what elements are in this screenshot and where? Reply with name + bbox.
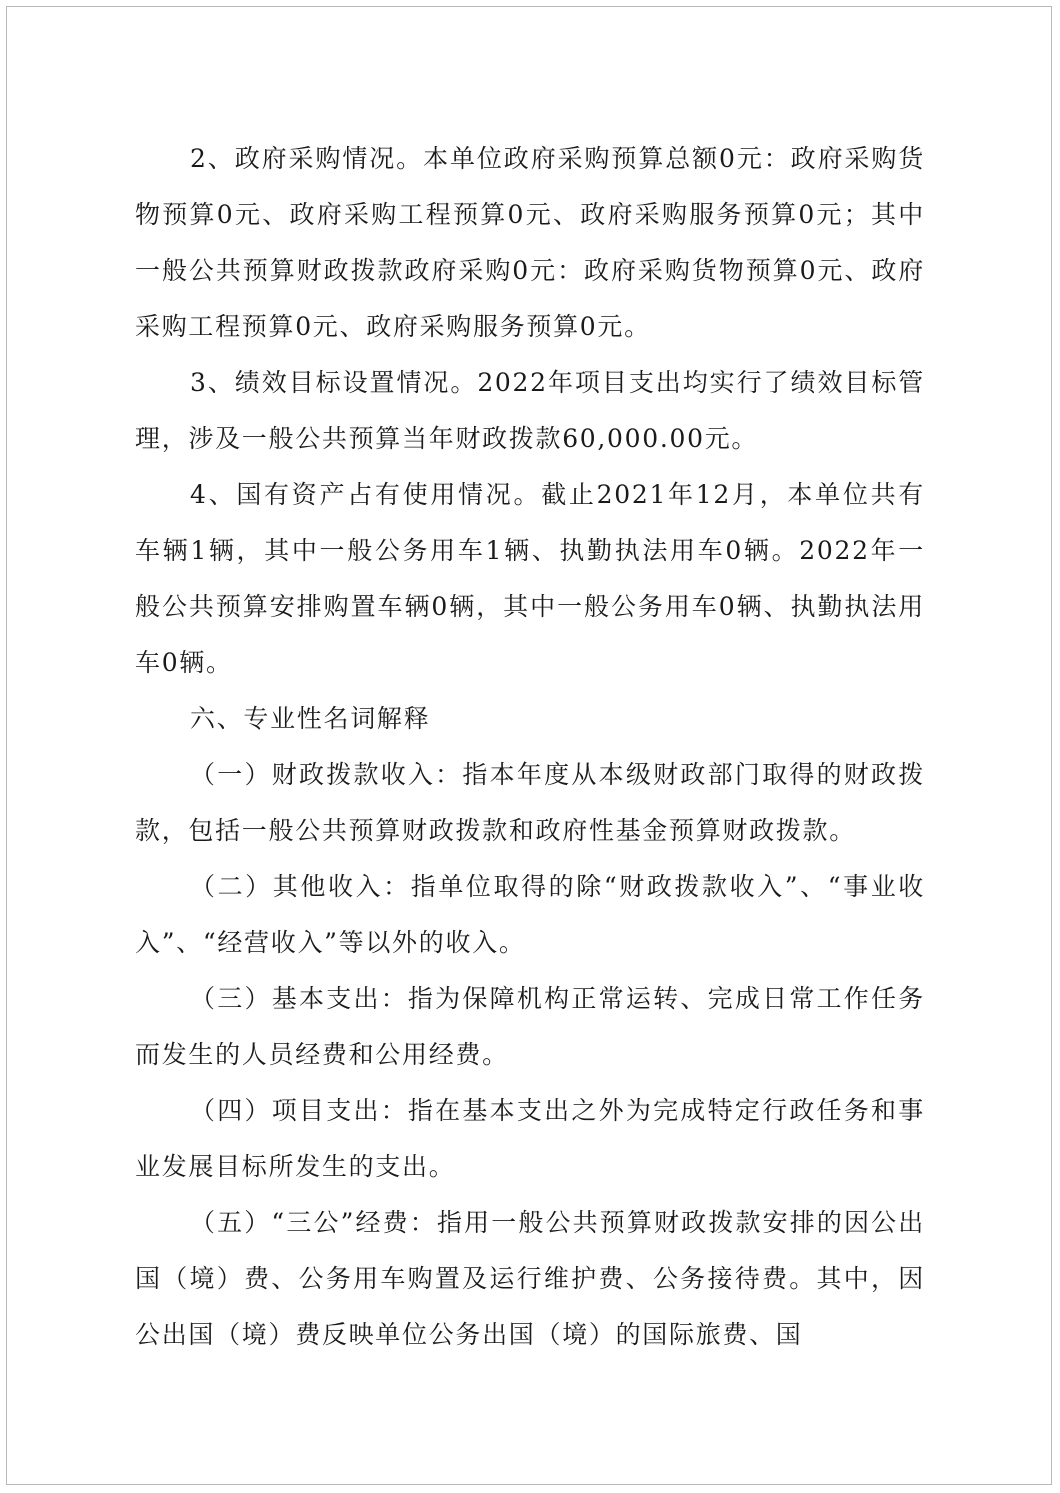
definition-basic-expenditure: （三）基本支出：指为保障机构正常运转、完成日常工作任务而发生的人员经费和公用经费。 [135,984,925,1069]
section-heading: 六、专业性名词解释 [190,704,431,733]
paragraph-performance-targets: 3、绩效目标设置情况。2022年项目支出均实行了绩效目标管理，涉及一般公共预算当年财政拨款60,000.00元。 [135,368,925,453]
paragraph-government-procurement: 2、政府采购情况。本单位政府采购预算总额0元：政府采购货物预算0元、政府采购工程预算0元、政府采购服务预算0元；其中一般公共预算财政拨款政府采购0元：政府采购货物预算0元、政府采购工程预算0元、政府采购服务预算0元。 [135,144,925,341]
definition-three-public-expenses: （五）“三公”经费：指用一般公共预算财政拨款安排的因公出国（境）费、公务用车购置及运行维护费、公务接待费。其中，因公出国（境）费反映单位公务出国（境）的国际旅费、国 [135,1208,925,1349]
document-body [135,131,925,1363]
paragraph-state-assets: 4、国有资产占有使用情况。截止2021年12月，本单位共有车辆1辆，其中一般公务用车1辆、执勤执法用车0辆。2022年一般公共预算安排购置车辆0辆，其中一般公务用车0辆、执勤执法用车0辆。 [135,480,925,677]
definition-other-income: （二）其他收入：指单位取得的除“财政拨款收入”、“事业收入”、“经营收入”等以外的收入。 [135,872,925,957]
definition-project-expenditure: （四）项目支出：指在基本支出之外为完成特定行政任务和事业发展目标所发生的支出。 [135,1096,925,1181]
definition-fiscal-appropriation-income: （一）财政拨款收入：指本年度从本级财政部门取得的财政拨款，包括一般公共预算财政拨款和政府性基金预算财政拨款。 [135,760,925,845]
